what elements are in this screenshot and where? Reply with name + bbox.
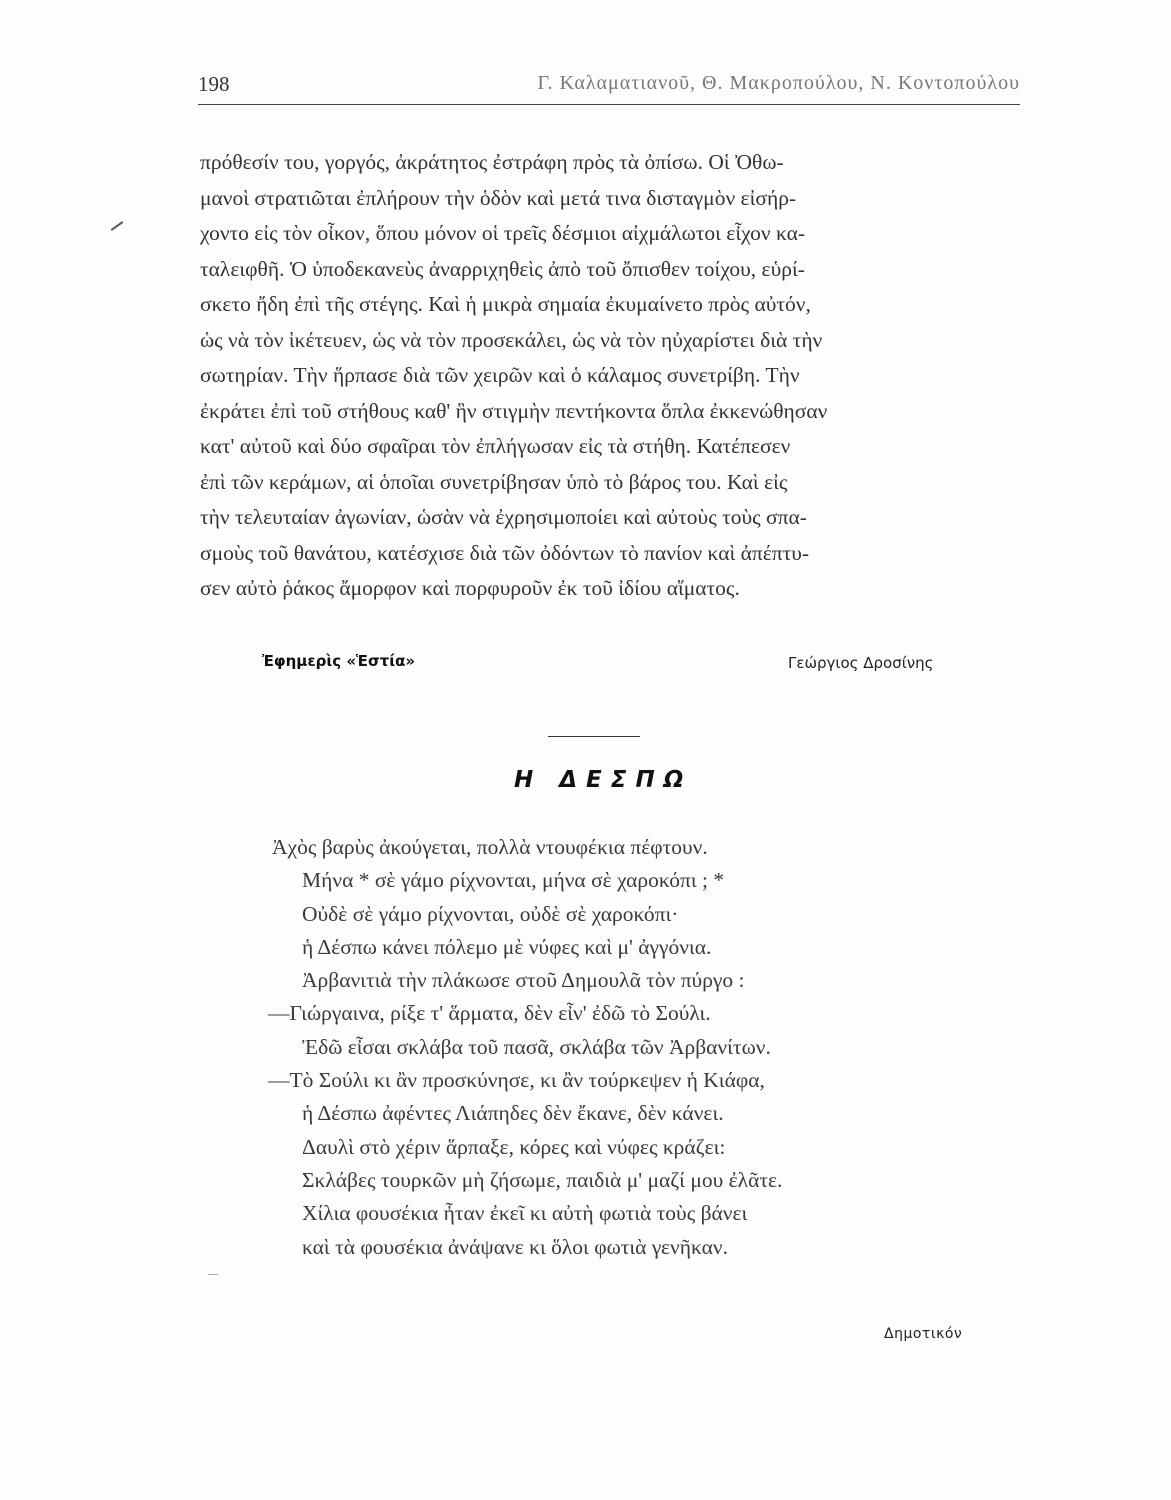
poem-line: —Τὸ Σούλι κι ἂν προσκύνησε, κι ἂν τούρκεψεν ἡ Κιάφα,	[268, 1068, 765, 1093]
prose-line: χοντο εἰς τὸν οἶκον, ὅπου μόνον οἱ τρεῖς δέσμιοι αἰχμάλωτοι εἶχον κα-	[200, 221, 806, 245]
poem-signature: Δημοτικόν	[884, 1326, 963, 1342]
poem-line: Ἀχὸς βαρὺς ἀκούγεται, πολλὰ ντουφέκια πέφτουν.	[272, 835, 708, 859]
prose-line: ἐπὶ τῶν κεράμων, αἱ ὁποῖαι συνετρίβησαν ὑπὸ τὸ βάρος του. Καὶ εἰς	[200, 469, 788, 494]
prose-line: ὡς νὰ τὸν ἱκέτευεν, ὡς νὰ τὸν προσεκάλει, ὡς νὰ τὸν ηὐχαρίστει διὰ τὴν	[200, 327, 823, 352]
poem-line: ἡ Δέσπω κάνει πόλεμο μὲ νύφες καὶ μ' ἀγγόνια.	[302, 934, 712, 959]
author-name: Γεώργιος Δροσίνης	[788, 654, 934, 672]
poem-line: Δαυλὶ στὸ χέριν ἅρπαξε, κόρες καὶ νύφες κράζει:	[302, 1134, 726, 1159]
prose-line: πρόθεσίν του, γοργός, ἀκράτητος ἐστράφη πρὸς τὰ ὀπίσω. Οἱ Ὀθω-	[200, 150, 784, 174]
poem-line: Μήνα * σὲ γάμο ρίχνονται, μήνα σὲ χαροκόπι ; *	[302, 868, 725, 893]
prose-line: μανοὶ στρατιῶται ἐπλήρουν τὴν ὁδὸν καὶ μετά τινα δισταγμὸν εἰσήρ-	[200, 185, 797, 210]
poem-line: Ἐδῶ εἶσαι σκλάβα τοῦ πασᾶ, σκλάβα τῶν Ἀρβανίτων.	[302, 1034, 771, 1059]
prose-line: σεν αὐτὸ ῥάκος ἄμορφον καὶ πορφυροῦν ἐκ τοῦ ἰδίου αἵματος.	[200, 576, 740, 600]
poem-line: Χίλια φουσέκια ἦταν ἐκεῖ κι αὐτὴ φωτιὰ τοὺς βάνει	[302, 1201, 748, 1226]
prose-line: τὴν τελευταίαν ἀγωνίαν, ὡσὰν νὰ ἐχρησιμοποίει καὶ αὐτοὺς τοὺς σπα-	[200, 505, 807, 529]
prose-text	[200, 145, 1042, 607]
prose-line: σωτηρίαν. Τὴν ἥρπασε διὰ τῶν χειρῶν καὶ ὁ κάλαμος συνετρίβη. Τὴν	[200, 363, 800, 387]
poem-title: Η ΔΕΣΠΩ	[514, 767, 693, 793]
poem-line: ἡ Δέσπω ἀφέντες Λιάπηδες δὲν ἔκανε, δὲν κάνει.	[302, 1101, 724, 1126]
source-attribution: Ἐφημερὶς «Ἑστία»	[262, 652, 416, 670]
poem-text	[268, 831, 1052, 1264]
section-divider	[548, 736, 640, 737]
prose-line: σμοὺς τοῦ θανάτου, κατέσχισε διὰ τῶν ὀδόντων τὸ πανίον καὶ ἀπέπτυ-	[200, 540, 810, 565]
poem-line: Ἀρβανιτιὰ τὴν πλάκωσε στοῦ Δημουλᾶ τὸν πύργο :	[302, 968, 745, 993]
page-number: 198	[198, 72, 230, 96]
running-head: Γ. Καλαματιανοῦ, Θ. Μακροπούλου, Ν. Κοντοπούλου	[537, 72, 1020, 94]
prose-line: ἐκράτει ἐπὶ τοῦ στήθους καθ' ἣν στιγμὴν πεντήκοντα ὅπλα ἐκκενώθησαν	[200, 398, 828, 423]
poem-line: Σκλάβες τουρκῶν μὴ ζήσωμε, παιδιὰ μ' μαζί μου ἐλᾶτε.	[302, 1167, 783, 1192]
poem-line: Οὐδὲ σὲ γάμο ρίχνονται, οὐδὲ σὲ χαροκόπι·	[302, 901, 679, 926]
margin-mark	[111, 221, 124, 231]
prose-line: σκετο ἤδη ἐπὶ τῆς στέγης. Καὶ ἡ μικρὰ σημαία ἐκυμαίνετο πρὸς αὐτόν,	[200, 292, 811, 316]
margin-mark	[208, 1274, 218, 1275]
poem-line: —Γιώργαινα, ρίξε τ' ἅρματα, δὲν εἶν' ἐδῶ τὸ Σούλι.	[268, 1001, 711, 1026]
poem-line: καὶ τὰ φουσέκια ἀνάψανε κι ὅλοι φωτιὰ γενῆκαν.	[302, 1234, 728, 1259]
prose-line: ταλειφθῆ. Ὁ ὑποδεκανεὺς ἀναρριχηθεὶς ἀπὸ τοῦ ὄπισθεν τοίχου, εὑρί-	[200, 256, 805, 281]
page-header	[198, 70, 1020, 105]
prose-line: κατ' αὐτοῦ καὶ δύο σφαῖραι τὸν ἐπλήγωσαν εἰς τὰ στήθη. Κατέπεσεν	[200, 434, 791, 458]
